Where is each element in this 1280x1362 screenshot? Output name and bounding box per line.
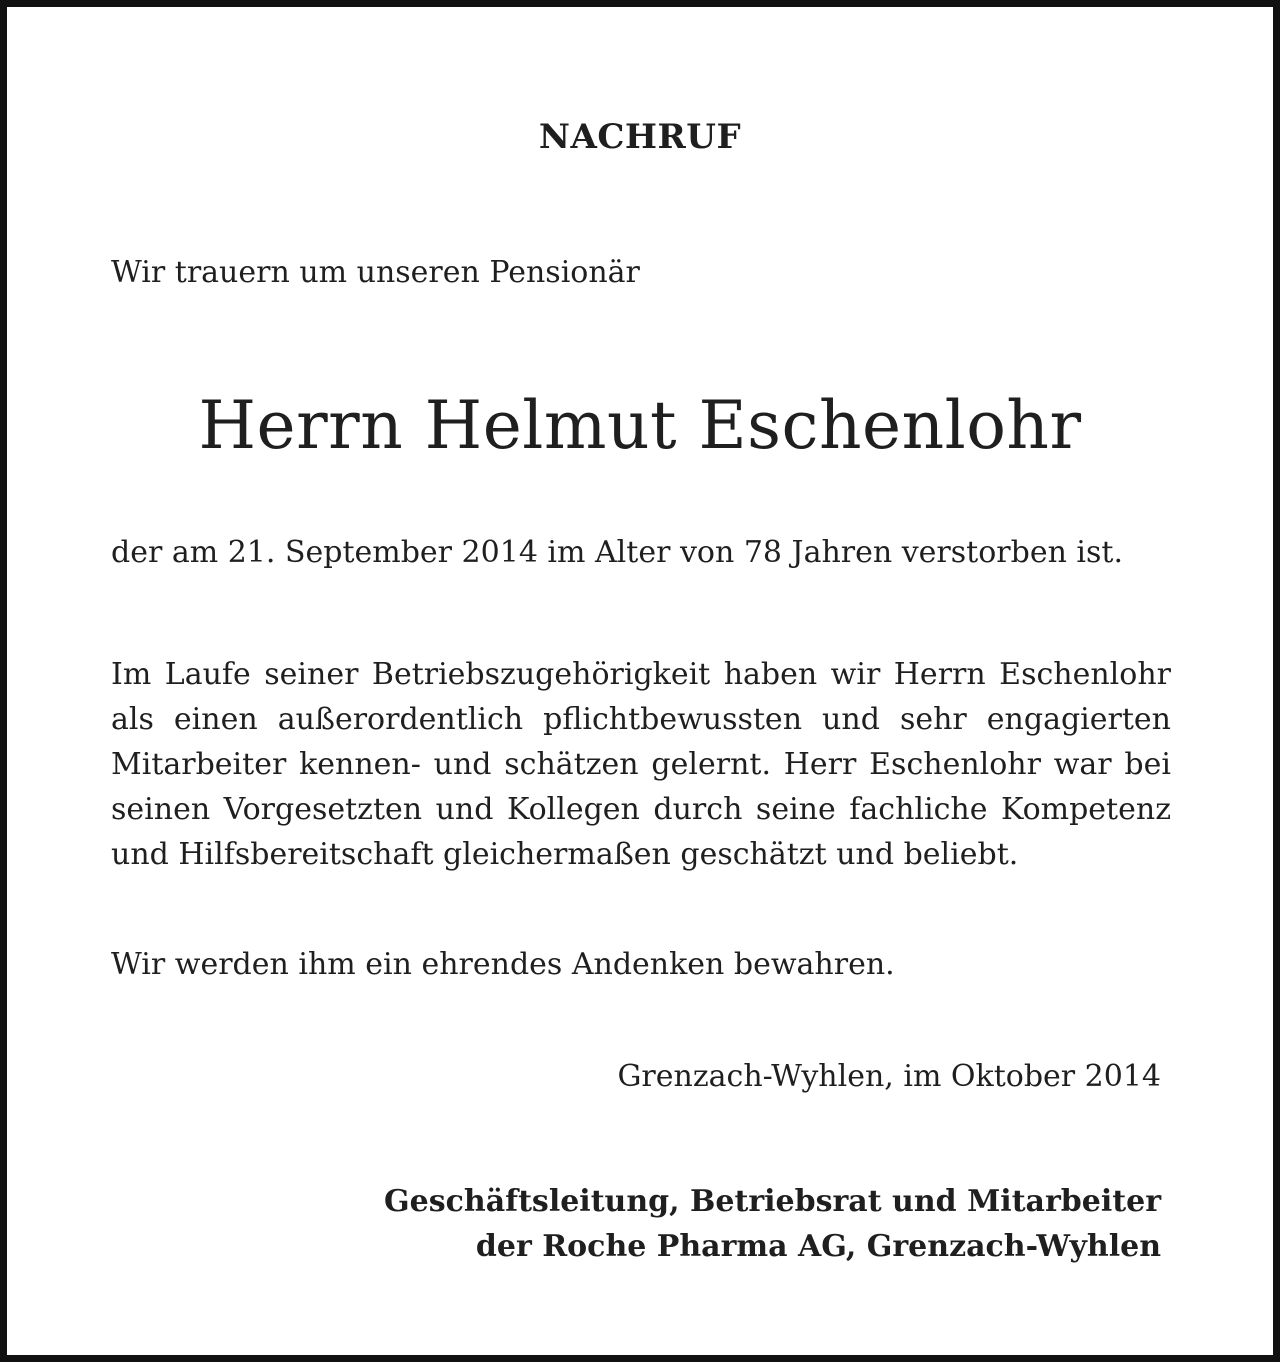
intro-line: Wir trauern um unseren Pensionär xyxy=(111,255,640,290)
place-and-date: Grenzach-Wyhlen, im Oktober 2014 xyxy=(617,1059,1161,1094)
closing-line: Wir werden ihm ein ehrendes Andenken bewahren. xyxy=(111,947,895,982)
signature-line-1: Geschäftsleitung, Betriebsrat und Mitarbeiter xyxy=(384,1184,1161,1219)
deceased-name: Herrn Helmut Eschenlohr xyxy=(198,387,1082,464)
tribute-paragraph: Im Laufe seiner Betriebszugehörigkeit haben wir Herrn Eschenlohr als einen außerordentlich pflichtbewussten und sehr engagierten Mitarbeiter kennen- und schätzen gelernt. Herr Eschenlohr war bei seinen Vorgesetzten und Kollegen durch seine fachliche Kompetenz und Hilfsbereitschaft gleichermaßen geschätzt und beliebt. xyxy=(111,657,1171,872)
death-details: der am 21. September 2014 im Alter von 78 Jahren verstorben ist. xyxy=(111,535,1124,570)
signature-line-2: der Roche Pharma AG, Grenzach-Wyhlen xyxy=(475,1229,1161,1264)
notice-heading: NACHRUF xyxy=(538,117,742,157)
signature-block xyxy=(384,1179,1161,1269)
